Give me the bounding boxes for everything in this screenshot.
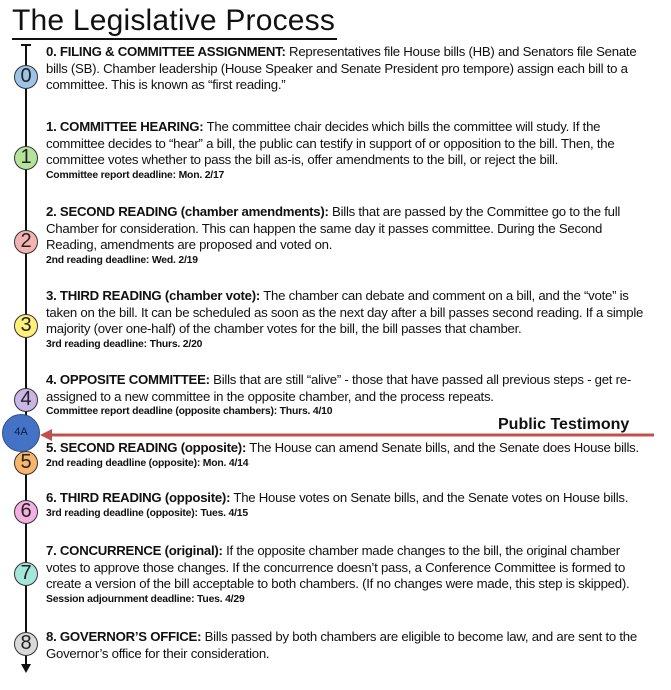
public-testimony-circle: 4A — [2, 414, 40, 452]
public-testimony-label: Public Testimony — [498, 416, 630, 433]
step-3-body: The chamber can debate and comment on a bill, and the “vote” is taken on the bill. It can be scheduled as soon as the next day after a bill passes second reading. If a simple majority (over one-half) of the chamber votes for the bill, the bill passes that chamber. — [46, 288, 644, 337]
step-3-heading: 3. THIRD READING (chamber vote): — [46, 288, 261, 303]
step-7-heading: 7. CONCURRENCE (original): — [46, 543, 223, 558]
step-6-deadline: 3rd reading deadline (opposite): Tues. 4/15 — [46, 507, 248, 519]
step-2-deadline: 2nd reading deadline: Wed. 2/19 — [46, 254, 198, 266]
step-4-deadline: Committee report deadline (opposite chambers): Thurs. 4/10 — [46, 406, 333, 418]
step-1-deadline: Committee report deadline: Mon. 2/17 — [46, 169, 225, 181]
public-testimony-arrowhead-icon — [40, 429, 52, 441]
step-6-heading: 6. THIRD READING (opposite): — [46, 490, 231, 505]
step-5-circle: 5 — [14, 451, 38, 475]
step-2-circle: 2 — [14, 230, 38, 254]
step-0-body: Representatives file House bills (HB) and Senators file Senate bills (SB). Chamber leadership (House Speaker and Senate President pro tempore) assign each bill to a committee. This is known as “first reading.” — [46, 44, 637, 93]
step-7-body: If the opposite chamber made changes to the bill, the original chamber votes to approve those changes. If the concurrence doesn’t pass, a Conference Committee is formed to create a version of the bill acceptable to both chambers. (If no changes were made, this step is skipped). — [46, 543, 630, 592]
step-2-body: Bills that are passed by the Committee go to the full Chamber for consideration. This can happen the same day it passes committee. During the Second Reading, amendments are proposed and voted on. — [46, 204, 621, 253]
step-4-heading: 4. OPPOSITE COMMITTEE: — [46, 372, 210, 387]
step-3-circle: 3 — [14, 314, 38, 338]
step-8-circle: 8 — [14, 632, 38, 656]
step-0-heading: 0. FILING & COMMITTEE ASSIGNMENT: — [46, 44, 286, 59]
step-7-circle: 7 — [14, 562, 38, 586]
step-5-body: The House can amend Senate bills, and the Senate does House bills. — [246, 440, 639, 455]
step-0-circle: 0 — [14, 65, 38, 89]
step-1-heading: 1. COMMITTEE HEARING: — [46, 119, 204, 134]
step-1-body: The committee chair decides which bills the committee will study. If the committee decides to “hear” a bill, the public can testify in support of or opposition to the bill. Then, the committee votes whether to pass the bill as-is, offer amendments to the bill, or reject the bill. — [46, 119, 615, 168]
step-5-deadline: 2nd reading deadline (opposite): Mon. 4/14 — [46, 457, 249, 469]
step-4-circle: 4 — [14, 388, 38, 412]
page-title: The Legislative Process — [12, 4, 336, 37]
step-4-body: Bills that are still “alive” - those that have passed all previous steps - get re-assigned to a new committee in the opposite chamber, and the process repeats. — [46, 372, 631, 404]
step-8-heading: 8. GOVERNOR’S OFFICE: — [46, 629, 202, 644]
step-8-body: Bills passed by both chambers are eligible to become law, and are sent to the Governor’s office for their consideration. — [46, 629, 637, 661]
step-3-deadline: 3rd reading deadline: Thurs. 2/20 — [46, 338, 203, 350]
step-7-deadline: Session adjournment deadline: Tues. 4/29 — [46, 593, 245, 605]
step-1-circle: 1 — [14, 146, 38, 170]
step-5-heading: 5. SECOND READING (opposite): — [46, 440, 247, 455]
step-6-body: The House votes on Senate bills, and the Senate votes on House bills. — [230, 490, 629, 505]
step-6-circle: 6 — [14, 500, 38, 524]
step-2-heading: 2. SECOND READING (chamber amendments): — [46, 204, 329, 219]
